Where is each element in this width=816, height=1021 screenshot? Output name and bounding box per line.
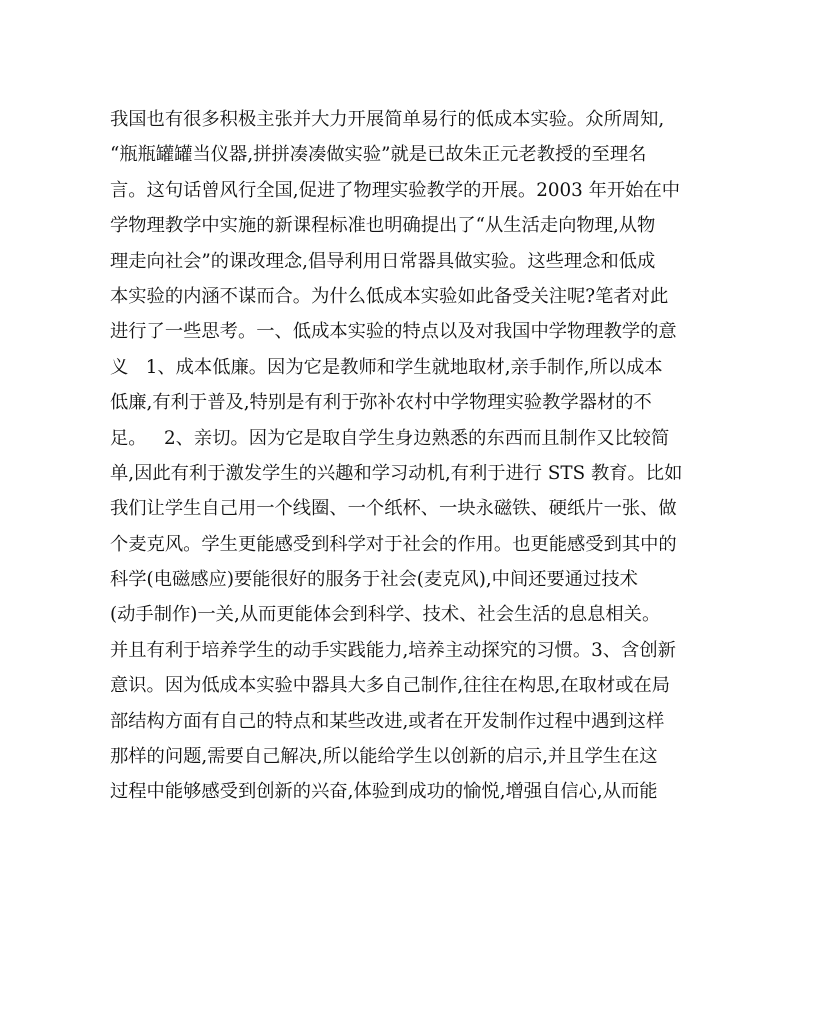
text-line: 部结构方面有自己的特点和某些改进,或者在开发制作过程中遇到这样 (110, 710, 665, 732)
text-line: 学物理教学中实施的新课程标准也明确提出了“从生活走向物理,从物 (110, 215, 656, 237)
text-line: 低廉,有利于普及,特别是有利于弥补农村中学物理实验教学器材的不 (110, 392, 652, 414)
text-line: 科学(电磁感应)要能很好的服务于社会(麦克风),中间还要通过技术 (110, 569, 638, 591)
text-line: “瓶瓶罐罐当仪器,拼拼凑凑做实验”就是已故朱正元老教授的至理名 (110, 144, 647, 166)
text-line: 足。 2、亲切。因为它是取自学生身边熟悉的东西而且制作又比较简 (110, 427, 670, 449)
text-line: 本实验的内涵不谋而合。为什么低成本实验如此备受关注呢?笔者对此 (110, 285, 669, 307)
text-line: 我国也有很多积极主张并大力开展简单易行的低成本实验。众所周知, (110, 109, 665, 130)
text-line: 单,因此有利于激发学生的兴趣和学习动机,有利于进行 STS 教育。比如 (110, 462, 683, 484)
text-line: 言。这句话曾风行全国,促进了物理实验教学的开展。2003 年开始在中 (110, 179, 681, 201)
text-line: 并且有利于培养学生的动手实践能力,培养主动探究的习惯。3、含创新 (110, 639, 676, 661)
text-line: 那样的问题,需要自己解决,所以能给学生以创新的启示,并且学生在这 (110, 746, 658, 768)
text-line: 过程中能够感受到创新的兴奋,体验到成功的愉悦,增强自信心,从而能 (110, 781, 658, 803)
text-line: 我们让学生自己用一个线圈、一个纸杯、一块永磁铁、硬纸片一张、做 (110, 498, 677, 520)
text-line: (动手制作)一关,从而更能体会到科学、技术、社会生活的息息相关。 (110, 604, 661, 626)
body-text (110, 102, 710, 810)
text-line: 意识。因为低成本实验中器具大多自己制作,往往在构思,在取材或在局 (110, 675, 671, 697)
text-line: 个麦克风。学生更能感受到科学对于社会的作用。也更能感受到其中的 (110, 533, 677, 555)
text-line: 义 1、成本低廉。因为它是教师和学生就地取材,亲手制作,所以成本 (110, 356, 663, 378)
text-line: 理走向社会”的课改理念,倡导利用日常器具做实验。这些理念和低成 (110, 250, 656, 272)
text-line: 进行了一些思考。一、低成本实验的特点以及对我国中学物理教学的意 (110, 321, 677, 343)
